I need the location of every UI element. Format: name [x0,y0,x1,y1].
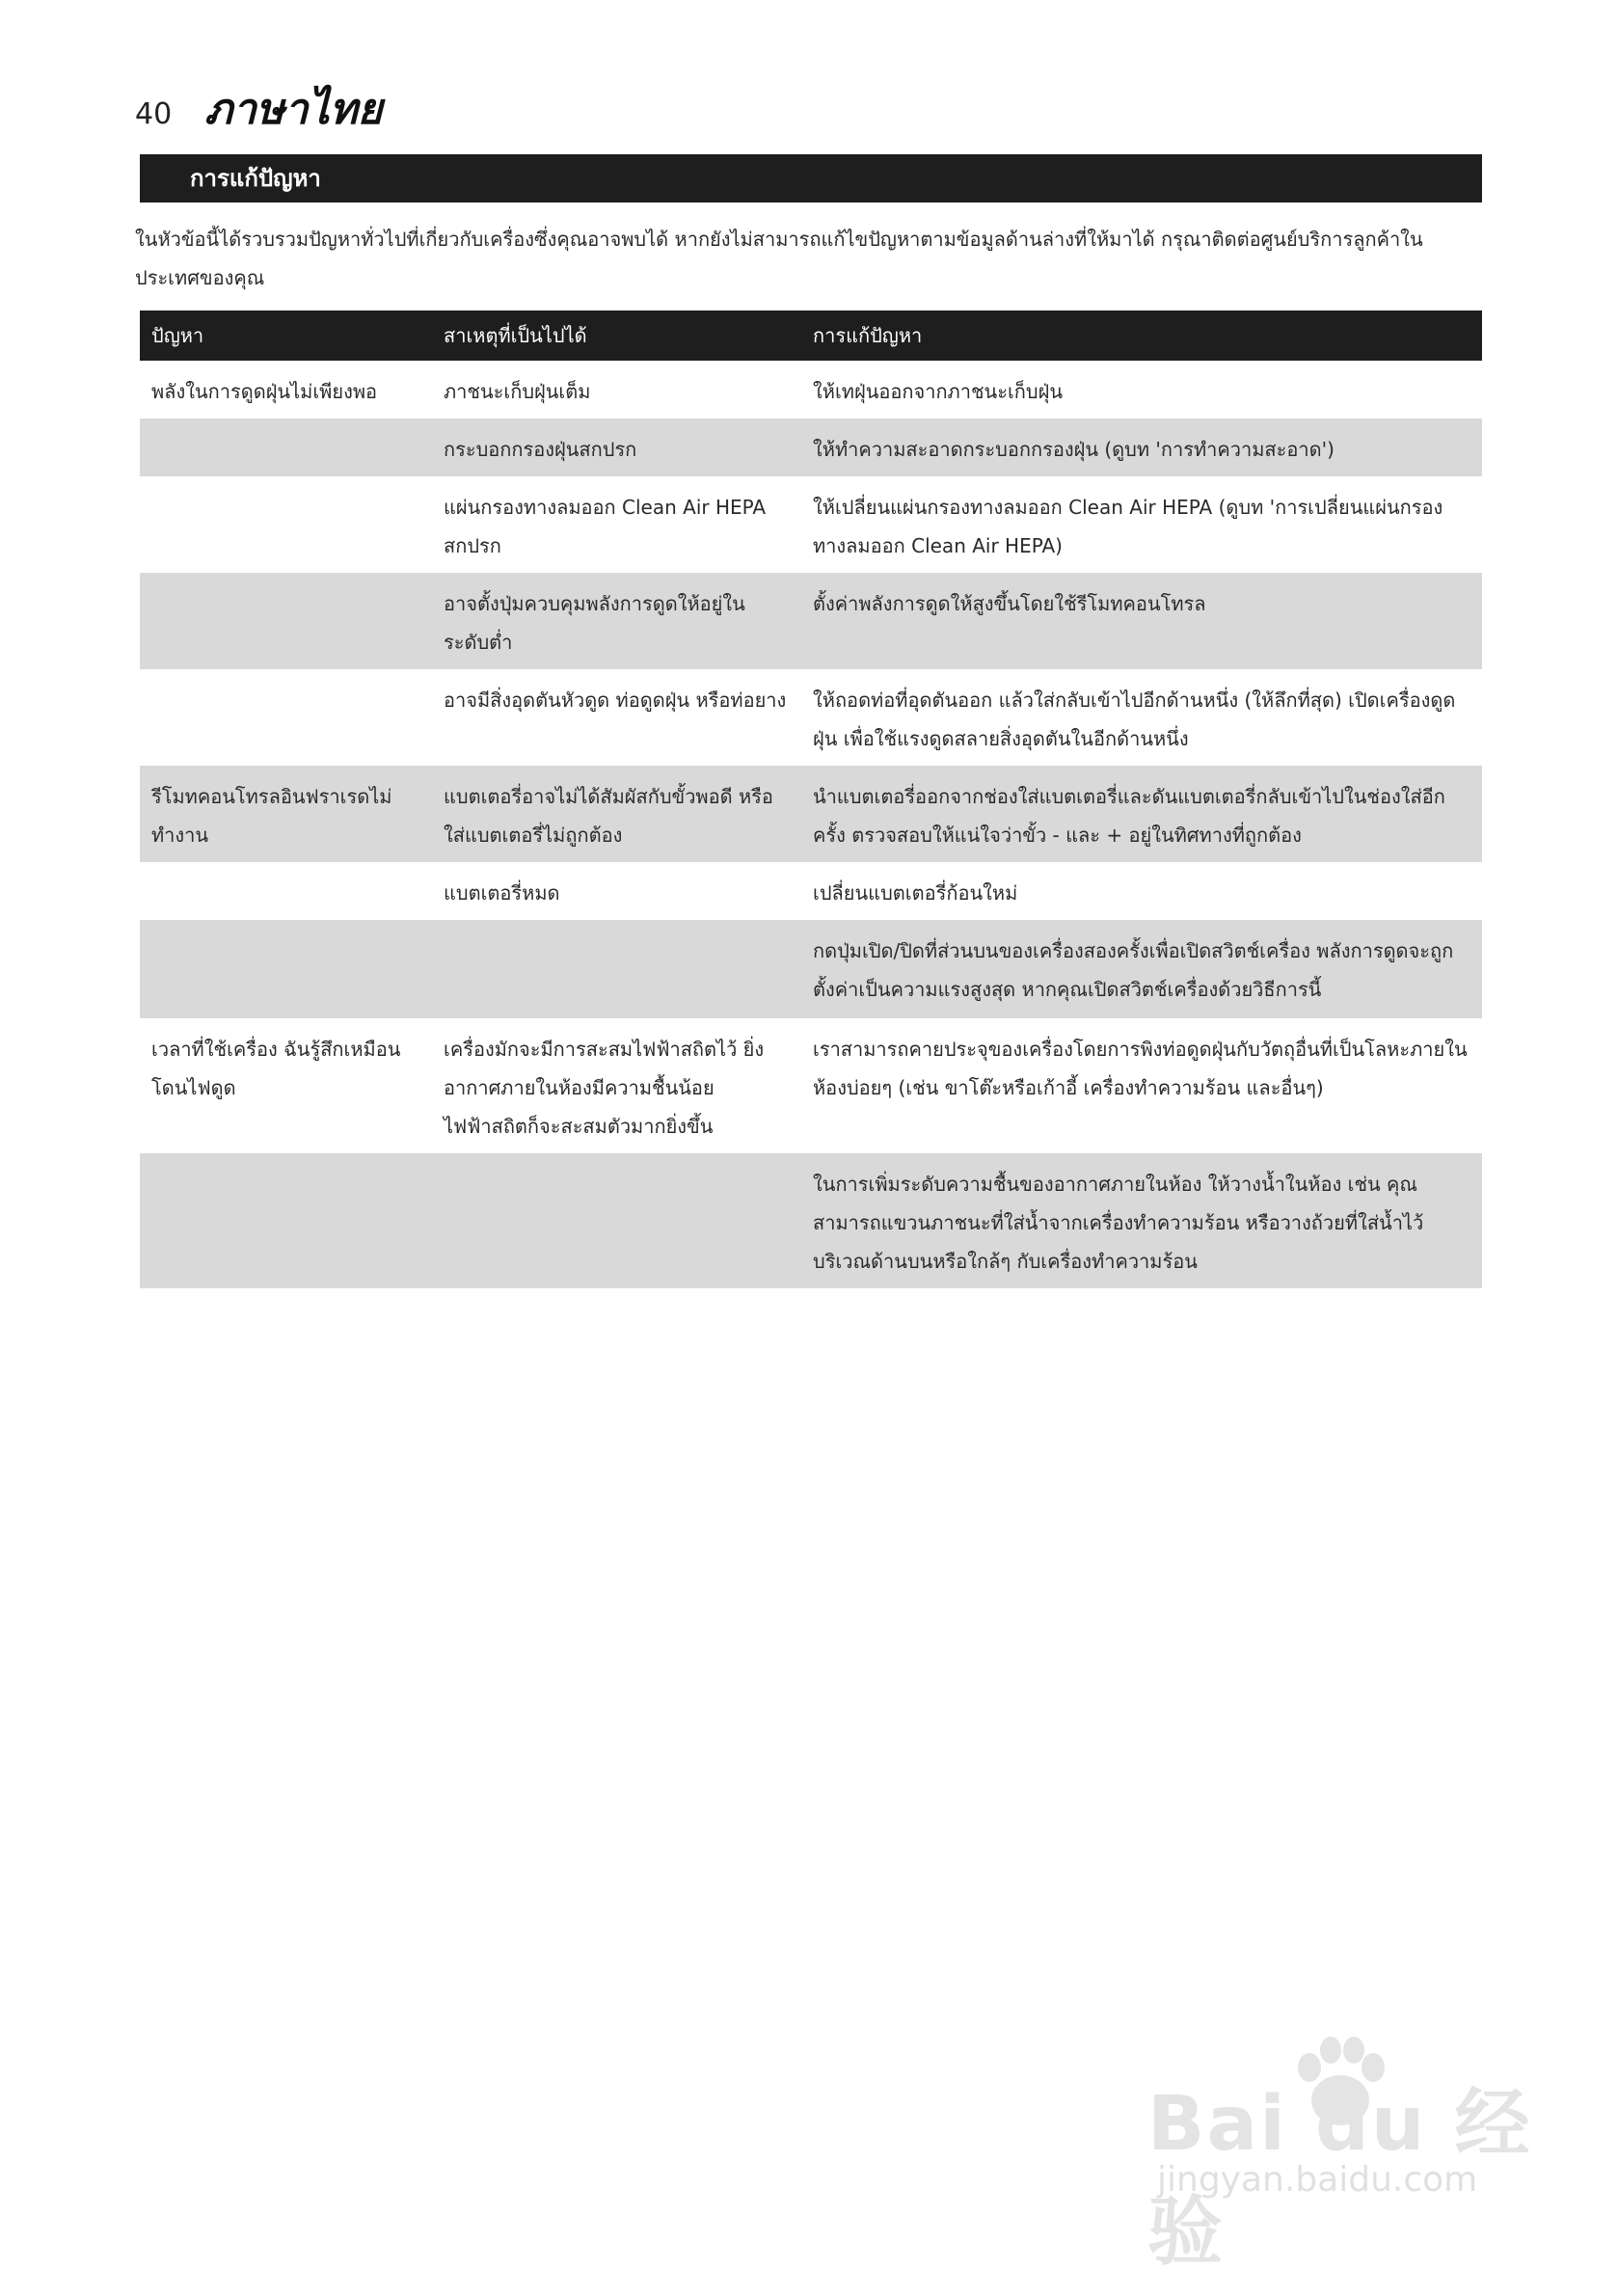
solution-cell: ให้ถอดท่อที่อุดตันออก แล้วใส่กลับเข้าไปอีกด้านหนึ่ง (ให้ลึกที่สุด) เปิดเครื่องดูดฝุ่น เพื่อใช้แรงดูดสลายสิ่งอุดตันในอีกด้านหนึ่ง [813,689,1456,750]
table-header-row [140,311,1482,361]
table-row [140,419,1482,476]
section-title-bar [140,154,1482,203]
table-row [140,669,1482,766]
solution-cell: กดปุ่มเปิด/ปิดที่ส่วนบนของเครื่องสองครั้งเพื่อเปิดสวิตช์เครื่อง พลังการดูดจะถูกตั้งค่าเป็นความแรงสูงสุด หากคุณเปิดสวิตช์เครื่องด้วยวิธีการนี้ [801,920,1482,1018]
problem-cell: พลังในการดูดฝุ่นไม่เพียงพอ [151,380,378,403]
cause-cell [432,920,801,1018]
cause-cell: กระบอกกรองฝุ่นสกปรก [432,419,801,476]
cause-cell: อาจมีสิ่งอุดตันหัวดูด ท่อดูดฝุ่น หรือท่อยาง [444,689,787,712]
page-number: 40 [135,97,173,131]
cause-cell: ภาชนะเก็บฝุ่นเต็ม [444,380,591,403]
problem-cell [140,862,432,920]
solution-cell: ในการเพิ่มระดับความชื้นของอากาศภายในห้อง ให้วางน้ำในห้อง เช่น คุณสามารถแขวนภาชนะที่ใส่น้ำจากเครื่องทำความร้อน หรือวางถ้วยที่ใส่น้ำไว้บริเวณด้านบนหรือใกล้ๆ กับเครื่องทำความร้อน [801,1153,1482,1288]
problem-cell [140,1153,432,1288]
cause-cell: แผ่นกรองทางลมออก Clean Air HEPA สกปรก [444,496,767,557]
table-row [140,476,1482,573]
cause-cell: แบตเตอรี่หมด [444,881,560,905]
table-row [140,1018,1482,1153]
problem-cell: เวลาที่ใช้เครื่อง ฉันรู้สึกเหมือนโดนไฟดูด [151,1038,401,1099]
problem-cell: รีโมทคอนโทรลอินฟราเรดไม่ทำงาน [140,766,432,862]
watermark-url: jingyan.baidu.com [1157,2160,1478,2200]
table-row [140,920,1482,1018]
header-solution: การแก้ปัญหา [801,311,1482,361]
cause-cell: แบตเตอรี่อาจไม่ได้สัมผัสกับขั้วพอดี หรือใส่แบตเตอรี่ไม่ถูกต้อง [432,766,801,862]
solution-cell: ให้เทฝุ่นออกจากภาชนะเก็บฝุ่น [813,380,1063,403]
cause-cell [432,1153,801,1288]
watermark-brand: Bai du 经验 [1147,2081,1532,2276]
cause-cell: เครื่องมักจะมีการสะสมไฟฟ้าสถิตไว้ ยิ่งอากาศภายในห้องมีความชื้นน้อย ไฟฟ้าสถิตก็จะสะสมตัวมากยิ่งขึ้น [444,1038,765,1138]
table-row [140,361,1482,419]
solution-cell: ให้เปลี่ยนแผ่นกรองทางลมออก Clean Air HEPA (ดูบท 'การเปลี่ยนแผ่นกรองทางลมออก Clean Air HEPA) [813,496,1443,557]
solution-cell: นำแบตเตอรี่ออกจากช่องใส่แบตเตอรี่และดันแบตเตอรี่กลับเข้าไปในช่องใส่อีกครั้ง ตรวจสอบให้แน่ใจว่าขั้ว - และ + อยู่ในทิศทางที่ถูกต้อง [801,766,1482,862]
problem-cell [140,476,432,573]
section-title: การแก้ปัญหา [190,165,321,192]
troubleshooting-table [140,311,1482,1288]
solution-cell: เปลี่ยนแบตเตอรี่ก้อนใหม่ [813,881,1018,905]
table-row [140,766,1482,862]
problem-cell [140,419,432,476]
problem-cell [140,669,432,766]
intro-paragraph: ในหัวข้อนี้ได้รวบรวมปัญหาทั่วไปที่เกี่ยวกับเครื่องซึ่งคุณอาจพบได้ หากยังไม่สามารถแก้ไขปัญหาตามข้อมูลด้านล่างที่ให้มาได้ กรุณาติดต่อศูนย์บริการลูกค้าในประเทศของคุณ [135,228,1423,289]
page-header [135,75,383,143]
solution-cell: ตั้งค่าพลังการดูดให้สูงขึ้นโดยใช้รีโมทคอนโทรล [801,573,1482,669]
cause-cell: อาจตั้งปุ่มควบคุมพลังการดูดให้อยู่ในระดับต่ำ [432,573,801,669]
baidu-watermark [1138,2025,1543,2276]
problem-cell [140,573,432,669]
header-cause: สาเหตุที่เป็นไปได้ [432,311,801,361]
table-row [140,1153,1482,1288]
solution-cell: เราสามารถคายประจุของเครื่องโดยการพิงท่อดูดฝุ่นกับวัตถุอื่นที่เป็นโลหะภายในห้องบ่อยๆ (เช่น ขาโต๊ะหรือเก้าอี้ เครื่องทำความร้อน และอื่นๆ) [813,1038,1468,1099]
table-row [140,573,1482,669]
page-language-title: ภาษาไทย [204,85,383,134]
table-row [140,862,1482,920]
problem-cell [140,920,432,1018]
solution-cell: ให้ทำความสะอาดกระบอกกรองฝุ่น (ดูบท 'การทำความสะอาด') [801,419,1482,476]
header-problem: ปัญหา [140,311,432,361]
